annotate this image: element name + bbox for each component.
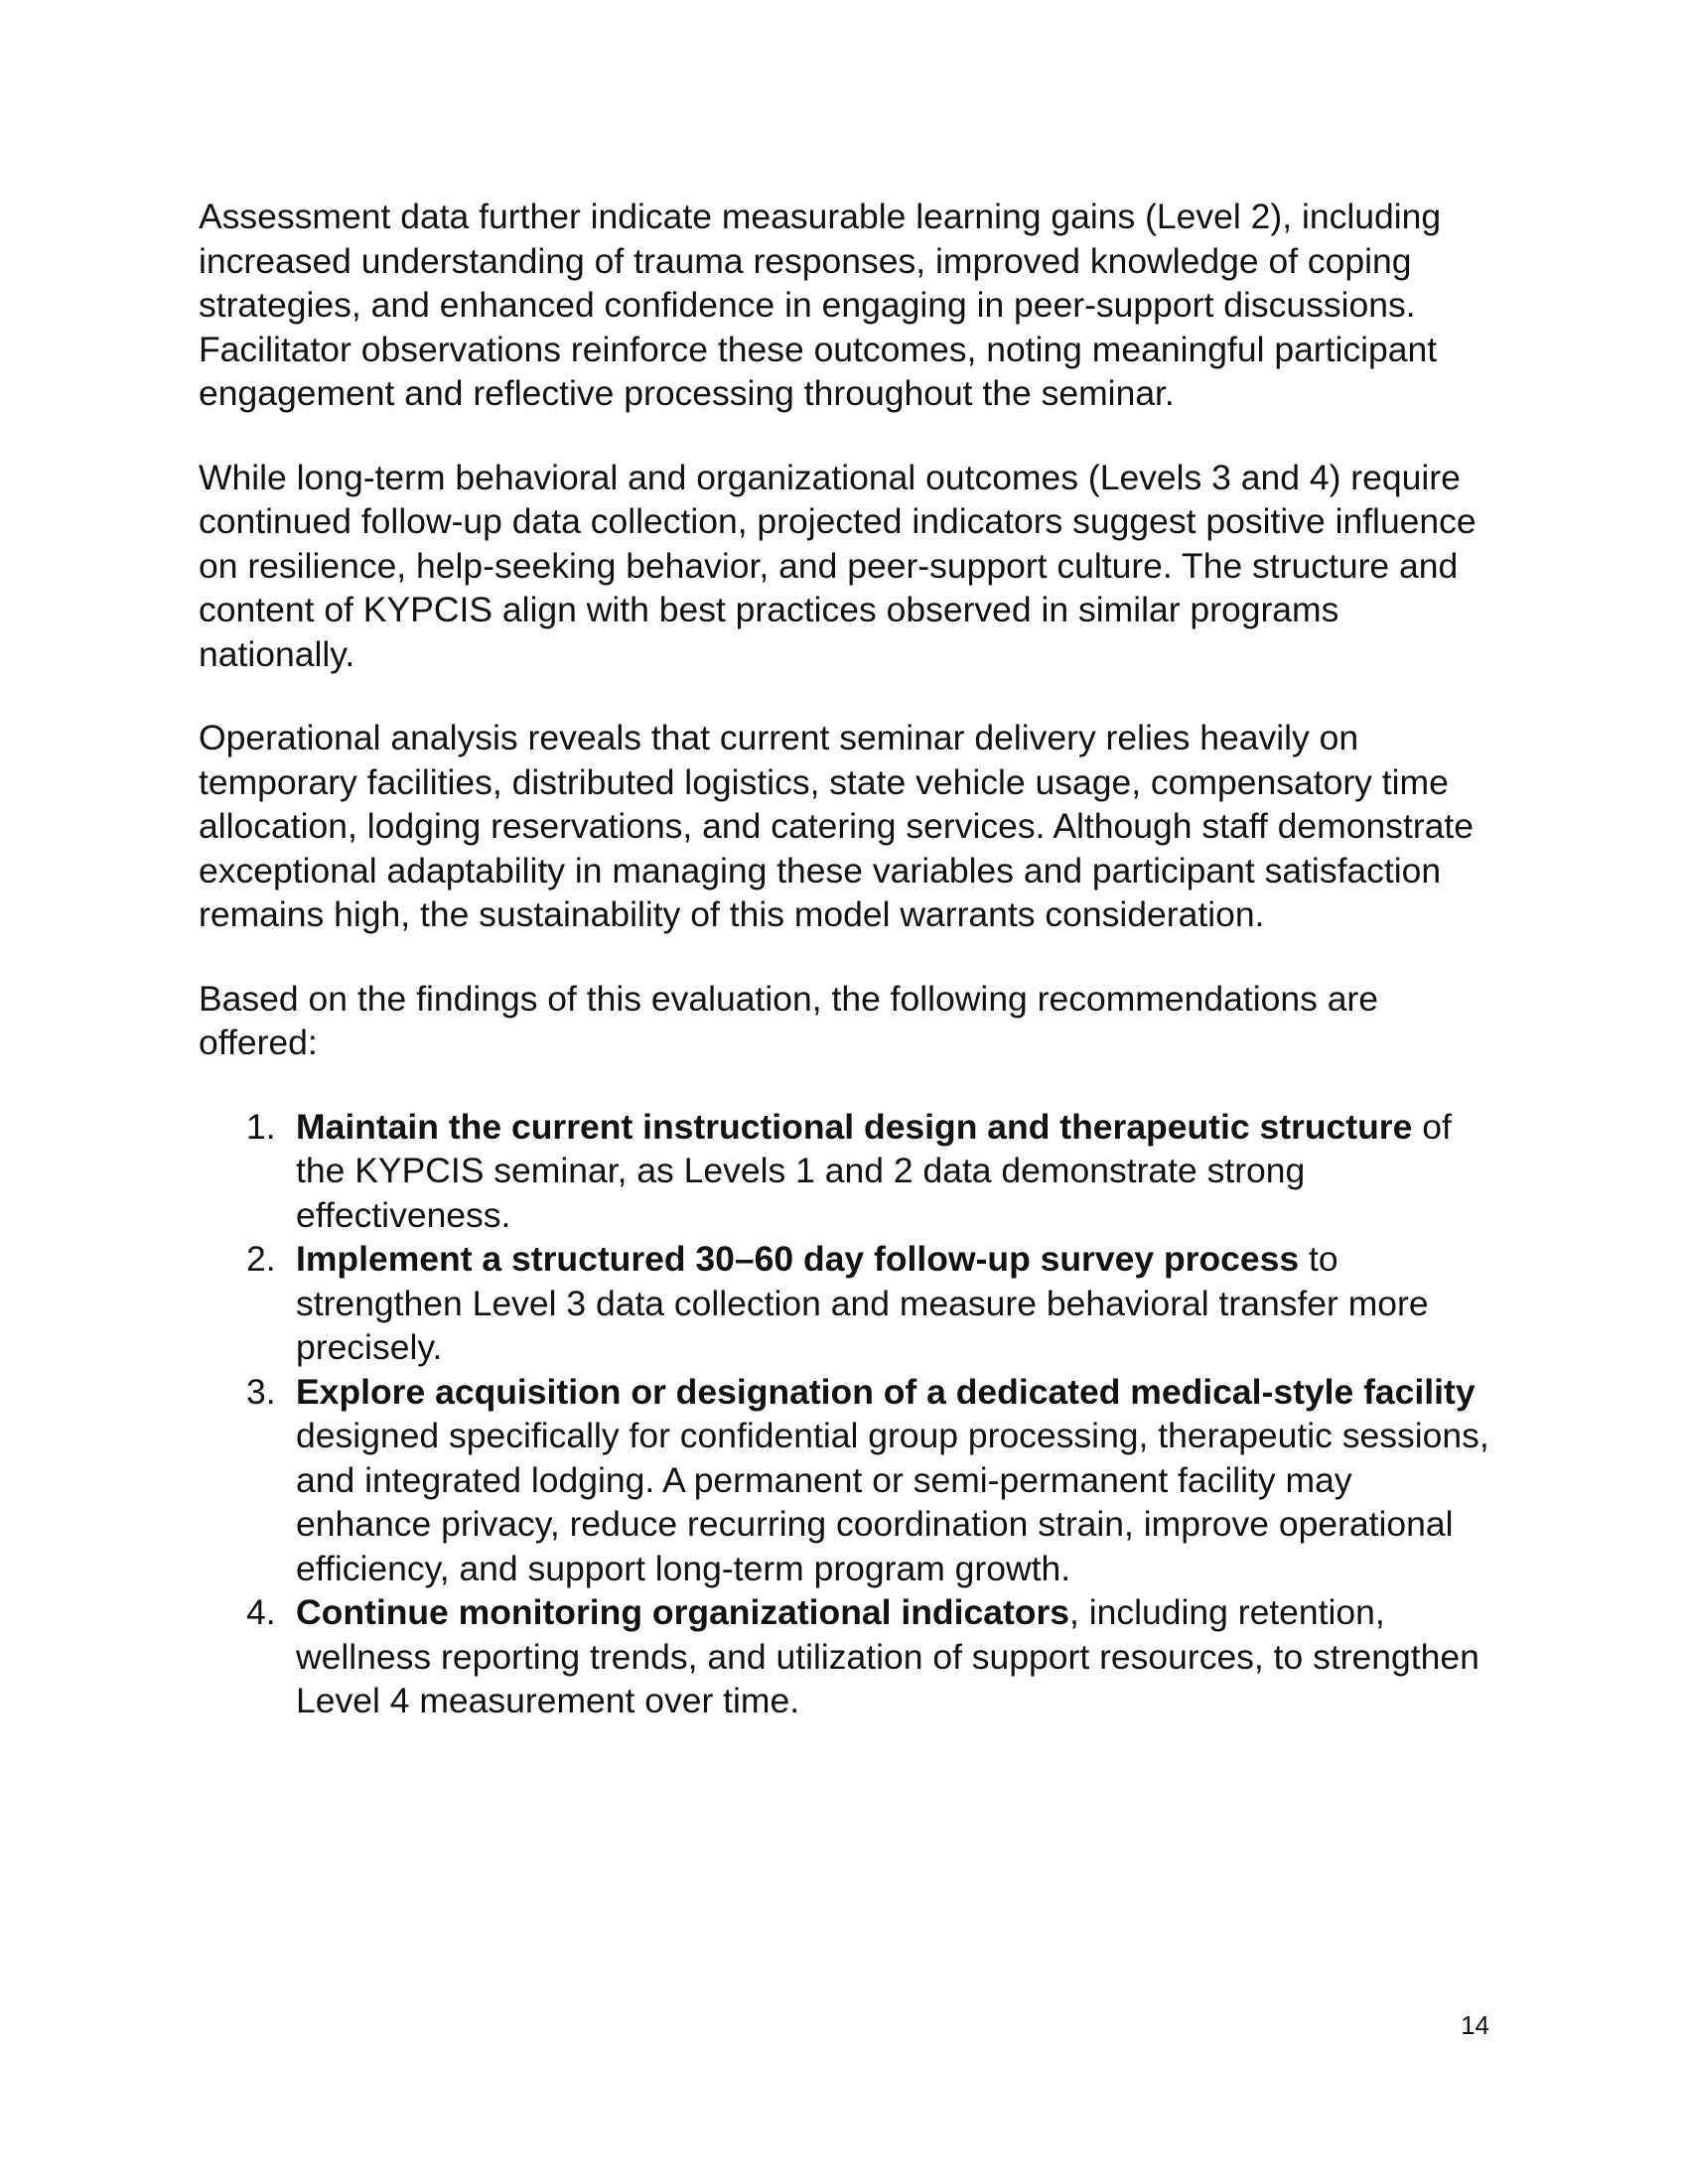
list-item-text: to strengthen Level 3 data collection and measure behavioral transfer more precisely. [296, 1239, 1429, 1367]
list-item-number: 2. [246, 1239, 276, 1279]
paragraph-learning-gains: Assessment data further indicate measurable learning gains (Level 2), including increased understanding of trauma responses, improved knowledge of coping strategies, and enhanced confidence in engaging in peer-support discussions. Facilitator observations reinforce these outcomes, noting meaningful participant engagement and reflective processing throughout the seminar. [199, 197, 1442, 413]
list-item-bold-text: Implement a structured 30–60 day follow-up survey process [296, 1239, 1300, 1279]
recommendations-list [246, 1105, 1489, 1723]
paragraph-long-term-outcomes: While long-term behavioral and organizational outcomes (Levels 3 and 4) require continued follow-up data collection, projected indicators suggest positive influence on resilience, help-seeking behavior, and peer-support culture. The structure and content of KYPCIS align with best practices observed in similar programs nationally. [199, 457, 1477, 674]
paragraph-operational-analysis: Operational analysis reveals that current seminar delivery relies heavily on temporary facilities, distributed logistics, state vehicle usage, compensatory time allocation, lodging reservations, and catering services. Although staff demonstrate exceptional adaptability in managing these variables and participant satisfaction remains high, the sustainability of this model warrants consideration. [199, 718, 1475, 934]
list-item-text: designed specifically for confidential group processing, therapeutic sessions, and integrated lodging. A permanent or semi-permanent facility may enhance privacy, reduce recurring coordination strain, improve operational efficiency, and support long-term program growth. [296, 1416, 1489, 1588]
list-item-text: , including retention, wellness reporting trends, and utilization of support resources, to strengthen Level 4 measurement over time. [296, 1592, 1479, 1720]
list-item-bold-text: Continue monitoring organizational indicators [296, 1592, 1070, 1632]
list-item-number: 3. [246, 1371, 276, 1412]
list-item-number: 1. [246, 1106, 276, 1147]
list-item [246, 1237, 1489, 1370]
page-number: 14 [1461, 2010, 1489, 2040]
list-item-number: 4. [246, 1592, 276, 1632]
list-item-bold-text: Explore acquisition or designation of a dedicated medical-style facility [296, 1371, 1476, 1412]
list-item [246, 1105, 1489, 1238]
paragraph-recommendations-intro: Based on the findings of this evaluation, the following recommendations are offered: [199, 978, 1379, 1062]
list-item-bold-text: Maintain the current instructional design and therapeutic structure [296, 1106, 1413, 1147]
list-item-text: of the KYPCIS seminar, as Levels 1 and 2 data demonstrate strong effectiveness. [296, 1106, 1452, 1235]
list-item [246, 1590, 1489, 1723]
page-content [199, 195, 1489, 1723]
list-item [246, 1370, 1489, 1591]
